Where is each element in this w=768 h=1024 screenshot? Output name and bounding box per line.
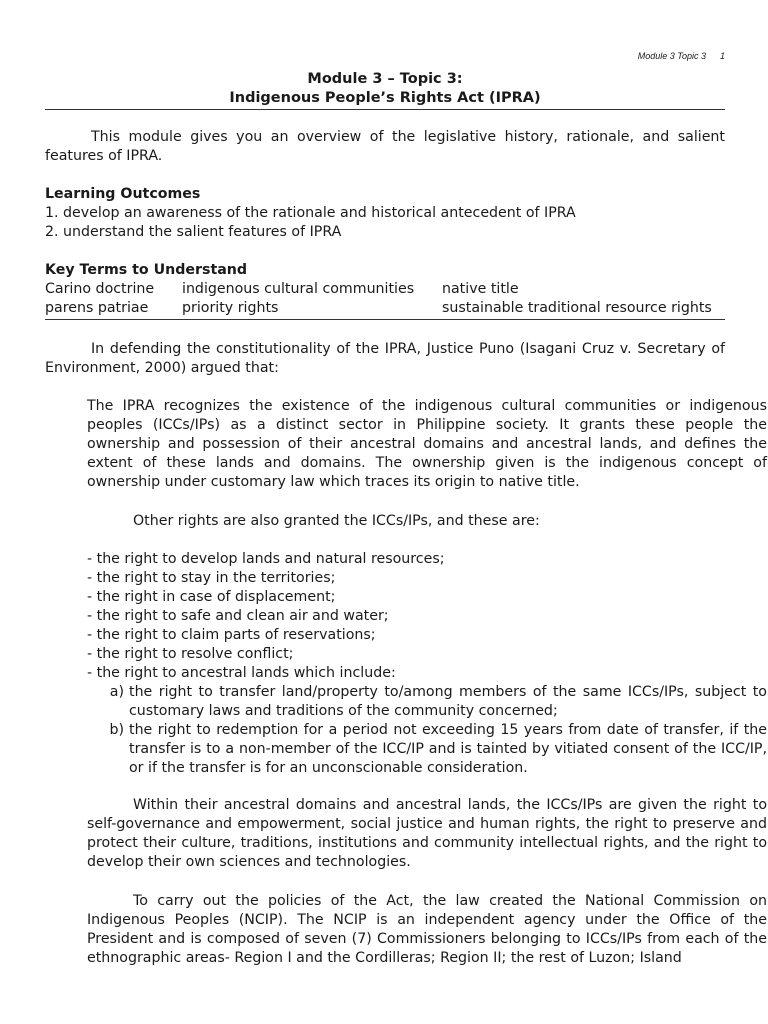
sub-right-marker: a) <box>109 684 124 700</box>
intro-paragraph: This module gives you an overview of the legislative history, rationale, and salient features of IPRA. <box>45 129 725 164</box>
ncip-passage <box>87 892 767 968</box>
quote-paragraph-4: To carry out the policies of the Act, the law created the National Commission on Indigenous Peoples (NCIP). The NCIP is an independent agency under the Office of the President and is composed of seven (7) Commissioners belonging to ICCs/IPs from each of the ethnographic areas- Region I and the Cordilleras; Region II; the rest of Luzon; Island <box>87 893 767 966</box>
quote-paragraph-1: The IPRA recognizes the existence of the indigenous cultural communities or indigenous peoples (ICCs/IPs) as a distinct sector in Philippine society. It grants these people the ownership and possession of their ancestral domains and ancestral lands, and defines the extent of these lands and domains. The ownership given is the indigenous concept of ownership under customary law which traces its origin to native title. <box>87 398 767 490</box>
sub-right-marker: b) <box>109 722 124 738</box>
key-term: priority rights <box>182 300 279 316</box>
learning-outcome-item: 2. understand the salient features of IPRA <box>45 224 342 240</box>
rights-list-item: - the right to stay in the territories; <box>87 570 336 586</box>
page-number: 1 <box>719 51 725 61</box>
key-terms-heading: Key Terms to Understand <box>45 262 248 278</box>
key-terms-divider <box>45 319 725 320</box>
sub-right-item <box>87 721 767 778</box>
quoted-passage <box>87 397 767 492</box>
sub-right-item <box>87 683 767 721</box>
intro-section <box>45 128 725 166</box>
key-terms-section <box>45 261 725 318</box>
key-term: Carino doctrine <box>45 281 155 297</box>
rights-list-item: - the right to resolve conflict; <box>87 646 294 662</box>
running-title: Module 3 Topic 3 <box>637 51 706 61</box>
document-title <box>45 70 725 108</box>
key-term: parens patriae <box>45 300 149 316</box>
running-header <box>638 47 725 66</box>
title-divider <box>45 109 725 110</box>
rights-list <box>87 550 767 778</box>
title-line-2: Indigenous People’s Rights Act (IPRA) <box>229 90 541 106</box>
rights-list-item: - the right to ancestral lands which include: <box>87 665 396 681</box>
quote-paragraph-3: Within their ancestral domains and ancestral lands, the ICCs/IPs are given the right to self-governance and empowerment, social justice and human rights, the right to preserve and protect their culture, traditions, institutions and community intellectual rights, and the right to develop their own sciences and technologies. <box>87 797 767 870</box>
key-term: indigenous cultural communities <box>182 281 415 297</box>
sub-right-text: the right to transfer land/property to/among members of the same ICCs/IPs, subject to customary laws and traditions of the community concerned; <box>129 684 767 719</box>
self-governance-passage <box>87 796 767 872</box>
rights-list-item: - the right to develop lands and natural resources; <box>87 551 445 567</box>
learning-outcomes-heading: Learning Outcomes <box>45 186 201 202</box>
sub-right-text: the right to redemption for a period not exceeding 15 years from date of transfer, if the transfer is to a non-member of the ICC/IP and is tainted by vitiated consent of the ICC/IP, or if the transfer is for an unconscionable consideration. <box>129 722 767 776</box>
learning-outcomes-section <box>45 185 725 242</box>
quote-paragraph-2: Other rights are also granted the ICCs/IPs, and these are: <box>133 513 540 529</box>
key-term: native title <box>442 281 519 297</box>
body-intro <box>45 340 725 378</box>
key-term: sustainable traditional resource rights <box>442 300 712 316</box>
learning-outcome-item: 1. develop an awareness of the rationale and historical antecedent of IPRA <box>45 205 576 221</box>
rights-list-item: - the right in case of displacement; <box>87 589 336 605</box>
rights-list-item: - the right to claim parts of reservations; <box>87 627 376 643</box>
ancestral-land-rights <box>87 683 767 778</box>
quoted-rights-intro <box>87 512 767 531</box>
rights-list-item: - the right to safe and clean air and water; <box>87 608 389 624</box>
title-line-1: Module 3 – Topic 3: <box>307 71 463 87</box>
body-paragraph: In defending the constitutionality of the IPRA, Justice Puno (Isagani Cruz v. Secretary of Environment, 2000) argued that: <box>45 341 725 376</box>
key-terms-grid <box>45 280 725 318</box>
